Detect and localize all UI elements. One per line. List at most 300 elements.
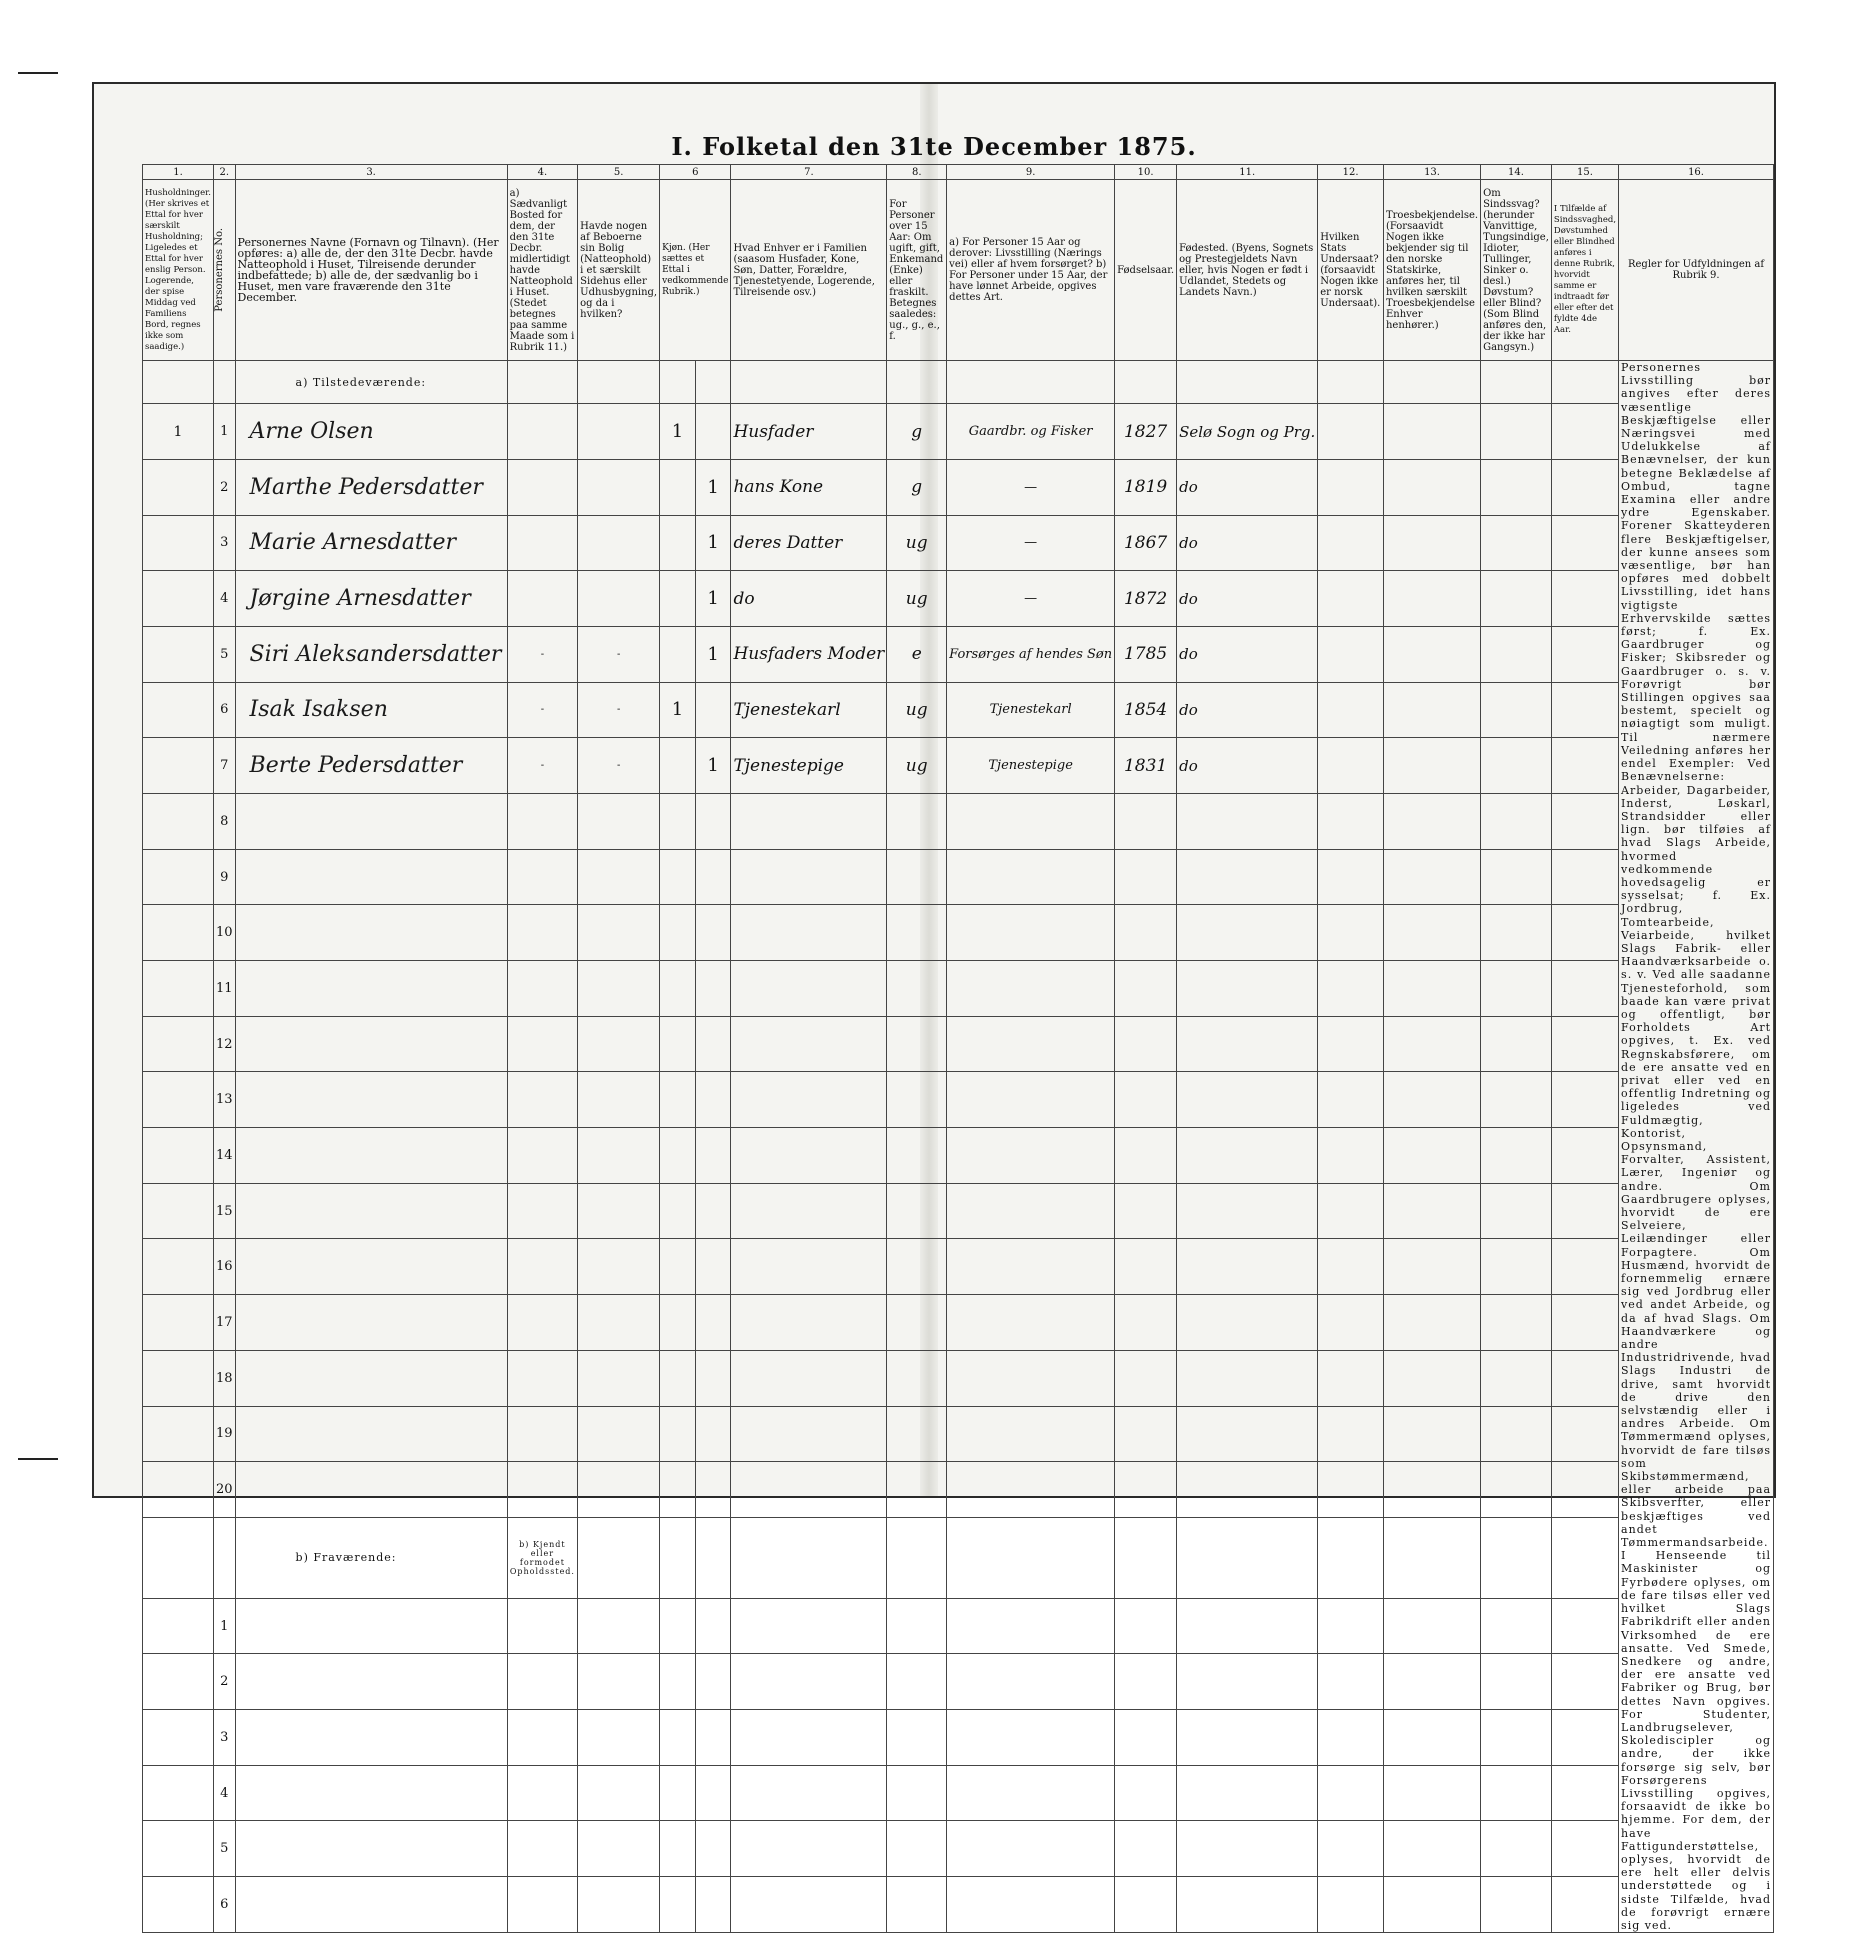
col-header-residence: a) Sædvanligt Bosted for dem, der den 31te Decbr. midlertidigt havde Natteophold i Huset. (Stedet betegnes paa samme Maade som i Rubrik 11.) (507, 180, 578, 361)
empty-cell (1551, 1183, 1618, 1239)
person-name (235, 1072, 507, 1128)
empty-cell (731, 1654, 887, 1710)
sex-male (660, 738, 696, 794)
table-row (143, 515, 1774, 571)
occupation (947, 793, 1115, 849)
empty-cell (947, 1654, 1115, 1710)
empty-cell (660, 1765, 696, 1821)
empty-cell (887, 1710, 947, 1766)
civil-status (887, 1350, 947, 1406)
empty-cell (1481, 1406, 1552, 1462)
birthplace (1177, 905, 1318, 961)
empty-cell (143, 1821, 214, 1877)
family-role (731, 1462, 887, 1518)
table-row (143, 1183, 1774, 1239)
empty-cell (1481, 1295, 1552, 1351)
empty-cell (887, 1598, 947, 1654)
empty-cell (1177, 1517, 1318, 1598)
outbuilding (578, 1072, 660, 1128)
col-num-2: 2. (213, 165, 235, 180)
household-mark (143, 849, 214, 905)
empty-cell (695, 1821, 731, 1877)
empty-cell (731, 1710, 887, 1766)
empty-cell (1383, 1183, 1480, 1239)
table-row-absent (143, 1710, 1774, 1766)
empty-cell (947, 1765, 1115, 1821)
empty-cell (1383, 404, 1480, 460)
col-header-birthplace: Fødested. (Byens, Sognets og Prestegjeldets Navn eller, hvis Nogen er født i Udlandet, Stedets og Landets Navn.) (1177, 180, 1318, 361)
empty-cell (578, 1877, 660, 1933)
empty-cell (1383, 1350, 1480, 1406)
household-mark (143, 1239, 214, 1295)
civil-status: ug (887, 682, 947, 738)
family-role (731, 793, 887, 849)
birthplace (1177, 1128, 1318, 1184)
absent-col4-label: b) Kjendt eller formodet Opholdssted. (507, 1517, 578, 1598)
empty-cell (1318, 1517, 1384, 1598)
usual-residence (507, 793, 578, 849)
empty-cell (143, 1517, 214, 1598)
empty-cell (1383, 626, 1480, 682)
sex-male (660, 1128, 696, 1184)
empty-cell (1318, 1072, 1384, 1128)
family-role (731, 1239, 887, 1295)
empty-cell (1481, 1128, 1552, 1184)
birth-year: 1854 (1115, 682, 1177, 738)
col-num-14: 14. (1481, 165, 1552, 180)
person-name (235, 905, 507, 961)
birth-year (1115, 1295, 1177, 1351)
empty-cell (1481, 1016, 1552, 1072)
empty-cell (887, 1821, 947, 1877)
person-number: 6 (213, 682, 235, 738)
person-number: 5 (213, 1821, 235, 1877)
household-mark (143, 1295, 214, 1351)
birthplace (1177, 1462, 1318, 1518)
usual-residence (507, 571, 578, 627)
usual-residence (507, 1072, 578, 1128)
empty-cell (1318, 1183, 1384, 1239)
empty-cell (1551, 571, 1618, 627)
person-name (235, 849, 507, 905)
sex-male (660, 1239, 696, 1295)
empty-cell (1318, 571, 1384, 627)
empty-cell (1551, 1016, 1618, 1072)
table-row (143, 1295, 1774, 1351)
household-mark (143, 1406, 214, 1462)
birth-year: 1819 (1115, 459, 1177, 515)
civil-status: ug (887, 738, 947, 794)
occupation: — (947, 515, 1115, 571)
person-name: Siri Aleksandersdatter (235, 626, 507, 682)
family-role: deres Datter (731, 515, 887, 571)
civil-status (887, 1406, 947, 1462)
sex-male (660, 1072, 696, 1128)
empty-cell (695, 1765, 731, 1821)
col-num-7: 7. (731, 165, 887, 180)
birth-year (1115, 1350, 1177, 1406)
birthplace (1177, 961, 1318, 1017)
empty-cell (578, 1598, 660, 1654)
table-row (143, 571, 1774, 627)
empty-cell (1318, 1295, 1384, 1351)
empty-cell (1383, 793, 1480, 849)
empty-cell (1551, 1406, 1618, 1462)
empty-cell (507, 1877, 578, 1933)
empty-cell (1383, 459, 1480, 515)
sex-male (660, 1295, 696, 1351)
empty-cell (1383, 1016, 1480, 1072)
empty-cell (1551, 849, 1618, 905)
person-name: Arne Olsen (235, 404, 507, 460)
empty-cell (1383, 1462, 1480, 1518)
civil-status (887, 1239, 947, 1295)
empty-cell (235, 1654, 507, 1710)
empty-cell (1177, 1654, 1318, 1710)
civil-status (887, 793, 947, 849)
empty-cell (1383, 1239, 1480, 1295)
occupation (947, 1295, 1115, 1351)
table-row-absent (143, 1765, 1774, 1821)
col-num-5: 5. (578, 165, 660, 180)
sex-male (660, 626, 696, 682)
empty-cell (1383, 571, 1480, 627)
birth-year (1115, 793, 1177, 849)
empty-cell (235, 1765, 507, 1821)
usual-residence (507, 1462, 578, 1518)
family-role: do (731, 571, 887, 627)
occupation (947, 1072, 1115, 1128)
sex-female (695, 1128, 731, 1184)
civil-status (887, 1462, 947, 1518)
civil-status (887, 1128, 947, 1184)
birth-year (1115, 1239, 1177, 1295)
occupation: Tjenestepige (947, 738, 1115, 794)
column-header-row (143, 180, 1774, 361)
sex-female (695, 1239, 731, 1295)
sex-female (695, 1016, 731, 1072)
person-name (235, 1183, 507, 1239)
usual-residence (507, 1239, 578, 1295)
person-number: 17 (213, 1295, 235, 1351)
sex-male (660, 459, 696, 515)
person-number: 11 (213, 961, 235, 1017)
column-number-row (143, 165, 1774, 180)
family-role (731, 905, 887, 961)
birthplace (1177, 1016, 1318, 1072)
civil-status: ug (887, 571, 947, 627)
col-num-3: 3. (235, 165, 507, 180)
empty-cell (578, 1821, 660, 1877)
civil-status: e (887, 626, 947, 682)
sex-male (660, 1462, 696, 1518)
household-mark (143, 1183, 214, 1239)
col-header-names: Personernes Navne (Fornavn og Tilnavn). (Her opføres: a) alle de, der den 31te Decbr. havde Natteophold i Huset, Tilreisende derunder indbefattede; b) alle de, der sædvanlig bo i Huset, men vare fraværende den 31te December. (235, 180, 507, 361)
usual-residence: - (507, 738, 578, 794)
empty-cell (143, 1598, 214, 1654)
empty-cell (1551, 404, 1618, 460)
person-name (235, 1016, 507, 1072)
family-role (731, 1406, 887, 1462)
household-mark (143, 515, 214, 571)
family-role: Husfader (731, 404, 887, 460)
person-number: 8 (213, 793, 235, 849)
outbuilding (578, 1350, 660, 1406)
civil-status (887, 849, 947, 905)
col-header-households: Husholdninger. (Her skrives et Ettal for hver særskilt Husholdning; Ligeledes et Ettal for hver enslig Person. Logerende, der spise Middag ved Familiens Bord, regnes ikke som saadige.) (143, 180, 214, 361)
col-num-8: 8. (887, 165, 947, 180)
col-num-16: 16. (1619, 165, 1774, 180)
sex-female (695, 1183, 731, 1239)
empty-cell (1115, 1710, 1177, 1766)
birthplace (1177, 849, 1318, 905)
table-row-absent (143, 1598, 1774, 1654)
usual-residence (507, 905, 578, 961)
empty-cell (1318, 626, 1384, 682)
household-mark (143, 1072, 214, 1128)
outbuilding (578, 459, 660, 515)
col-header-rules: Regler for Udfyldningen af Rubrik 9. (1619, 180, 1774, 361)
sex-female (695, 1406, 731, 1462)
person-name (235, 1462, 507, 1518)
family-role: Husfaders Moder (731, 626, 887, 682)
outbuilding (578, 961, 660, 1017)
margin-mark-bottom (18, 1458, 58, 1460)
family-role (731, 961, 887, 1017)
empty-cell (1318, 1877, 1384, 1933)
outbuilding (578, 404, 660, 460)
occupation (947, 961, 1115, 1017)
empty-cell (1481, 459, 1552, 515)
col-header-person-no: Personernes No. (213, 228, 225, 312)
empty-cell (1383, 961, 1480, 1017)
usual-residence (507, 961, 578, 1017)
sex-female (695, 1350, 731, 1406)
family-role (731, 1128, 887, 1184)
empty-cell (1481, 1183, 1552, 1239)
empty-cell (1481, 682, 1552, 738)
sex-male: 1 (660, 682, 696, 738)
table-row (143, 404, 1774, 460)
household-mark (143, 1462, 214, 1518)
person-number: 9 (213, 849, 235, 905)
occupation (947, 1016, 1115, 1072)
empty-cell (1551, 1654, 1618, 1710)
civil-status: ug (887, 515, 947, 571)
empty-cell (507, 1821, 578, 1877)
person-name (235, 1406, 507, 1462)
birthplace (1177, 1072, 1318, 1128)
empty-cell (947, 1710, 1115, 1766)
empty-cell (1481, 1072, 1552, 1128)
civil-status (887, 905, 947, 961)
empty-cell (1383, 515, 1480, 571)
sex-male (660, 1016, 696, 1072)
occupation: Forsørges af hendes Søn (947, 626, 1115, 682)
empty-cell (1551, 1598, 1618, 1654)
empty-cell (1551, 1239, 1618, 1295)
birth-year (1115, 1072, 1177, 1128)
empty-cell (1481, 849, 1552, 905)
section-label-absent: b) Fraværende: (235, 1517, 507, 1598)
table-row (143, 793, 1774, 849)
empty-cell (1481, 1710, 1552, 1766)
birth-year (1115, 961, 1177, 1017)
empty-cell (507, 1765, 578, 1821)
birth-year (1115, 905, 1177, 961)
empty-cell (887, 1765, 947, 1821)
col-header-sex-text: Kjøn. (Her sættes et Ettal i vedkommende Rubrik.) (662, 242, 729, 297)
empty-cell (1481, 793, 1552, 849)
empty-cell (1318, 905, 1384, 961)
usual-residence (507, 1406, 578, 1462)
birthplace: Selø Sogn og Prg. (1177, 404, 1318, 460)
col-num-9: 9. (947, 165, 1115, 180)
col-header-birth-year: Fødselsaar. (1115, 180, 1177, 361)
birthplace (1177, 1183, 1318, 1239)
empty-cell (1177, 1765, 1318, 1821)
empty-cell (1551, 1517, 1618, 1598)
empty-cell (695, 1598, 731, 1654)
person-number: 15 (213, 1183, 235, 1239)
census-table (142, 164, 1774, 1933)
person-number: 7 (213, 738, 235, 794)
col-header-sex (660, 180, 731, 361)
occupation (947, 905, 1115, 961)
civil-status: g (887, 459, 947, 515)
outbuilding (578, 515, 660, 571)
birthplace: do (1177, 738, 1318, 794)
empty-cell (1177, 1821, 1318, 1877)
person-name: Isak Isaksen (235, 682, 507, 738)
sex-male (660, 1350, 696, 1406)
person-name (235, 961, 507, 1017)
birth-year: 1785 (1115, 626, 1177, 682)
outbuilding (578, 905, 660, 961)
empty-cell (1481, 1765, 1552, 1821)
occupation (947, 1128, 1115, 1184)
outbuilding: - (578, 626, 660, 682)
household-mark (143, 626, 214, 682)
empty-cell (947, 1517, 1115, 1598)
sex-female (695, 905, 731, 961)
empty-cell (947, 1821, 1115, 1877)
empty-cell (1551, 459, 1618, 515)
usual-residence (507, 459, 578, 515)
empty-cell (1383, 1765, 1480, 1821)
empty-cell (887, 1517, 947, 1598)
empty-cell (1481, 404, 1552, 460)
birthplace (1177, 793, 1318, 849)
empty-cell (235, 1710, 507, 1766)
person-number: 10 (213, 905, 235, 961)
sex-female: 1 (695, 459, 731, 515)
col-num-1: 1. (143, 165, 214, 180)
empty-cell (1318, 849, 1384, 905)
sex-male (660, 961, 696, 1017)
empty-cell (1481, 905, 1552, 961)
empty-cell (1318, 1654, 1384, 1710)
outbuilding (578, 1406, 660, 1462)
empty-cell (1318, 1406, 1384, 1462)
empty-cell (578, 1765, 660, 1821)
empty-cell (1318, 1765, 1384, 1821)
empty-cell (1481, 1517, 1552, 1598)
empty-cell (1383, 1654, 1480, 1710)
empty-cell (1481, 961, 1552, 1017)
civil-status (887, 1016, 947, 1072)
empty-cell (235, 1877, 507, 1933)
birthplace (1177, 1350, 1318, 1406)
household-mark (143, 738, 214, 794)
table-row-absent (143, 1877, 1774, 1933)
filling-rules-text: Personernes Livsstilling bør angives efter deres væsentlige Beskjæftigelse eller Næringsvei med Udelukkelse af Benævnelser, der kun betegne Beklædelse af Ombud, tagne Examina eller andre ydre Egenskaber. Forener Skatteyderen flere Beskjæftigelser, der kunne ansees som væsentlige, bør han opføres med dobbelt Livsstilling, idet hans vigtigste Erhvervskilde sættes først; f. Ex. Gaardbruger og Fisker; Skibsreder og Gaardbruger o. s. v. Forøvrigt bør Stillingen opgives saa bestemt, specielt og nøiagtigt som muligt. Til nærmere Veiledning anføres her endel Exempler: Ved Benævnelserne: Arbeider, Dagarbeider, Inderst, Løskarl, Strandsidder eller lign. bør tilføies af hvad Slags Arbeide, hvormed vedkommende hovedsagelig er sysselsat; f. Ex. Jordbrug, Tomtearbeide, Veiarbeide, hvilket Slags Fabrik- eller Haandværksarbeide o. s. v. Ved alle saadanne Tjenesteforhold, som baade kan være privat og offentligt, bør Forholdets Art opgives, t. Ex. ved Regnskabsførere, om de ere ansatte ved en privat eller ved en offentlig Indretning og ligeledes ved Fuldmægtig, Kontorist, Opsynsmand, Forvalter, Assistent, Lærer, Ingeniør og andre. Om Gaardbrugere oplyses, hvorvidt de ere Selveiere, Leilændinger eller Forpagtere. Om Husmænd, hvorvidt de fornemmelig ernære sig ved Jordbrug eller ved andet Arbeide, og da af hvad Slags. Om Haandværkere og andre Industridrivende, hvad Slags Industri de drive, samt hvorvidt de drive den selvstændig eller i andres Arbeide. Om Tømmermænd oplyses, hvorvidt de fare tilsøs som Skibstømmermænd, eller arbeide paa Skibsverfter, eller beskjæftiges ved andet Tømmermandsarbeide. I Henseende til Maskinister og Fyrbødere oplyses, om de fare tilsøs eller ved hvilket Slags Fabrikdrift eller anden Virksomhed de ere ansatte. Ved Smede, Snedkere og andre, der ere ansatte ved Fabriker og Brug, bør dettes Navn opgives. For Studenter, Landbrugselever, Skolediscipler og andre, der ikke forsørge sig selv, bør Forsørgerens Livsstilling opgives, forsaavidt de ikke bo hjemme. For dem, der have Fattigunderstøttelse, oplyses, hvorvidt de ere helt eller delvis understøttede og i sidste Tilfælde, hvad de forøvrigt ernære sig ved. (1619, 361, 1774, 1933)
occupation (947, 1350, 1115, 1406)
occupation (947, 1406, 1115, 1462)
family-role (731, 1072, 887, 1128)
empty-cell (507, 1598, 578, 1654)
person-name: Marthe Pedersdatter (235, 459, 507, 515)
col-num-10: 10. (1115, 165, 1177, 180)
person-name (235, 1239, 507, 1295)
empty-cell (1383, 1406, 1480, 1462)
person-number: 20 (213, 1462, 235, 1518)
table-row (143, 1239, 1774, 1295)
person-number: 6 (213, 1877, 235, 1933)
person-number: 14 (213, 1128, 235, 1184)
birth-year (1115, 1016, 1177, 1072)
person-name (235, 1350, 507, 1406)
empty-cell (1115, 1877, 1177, 1933)
empty-cell (143, 1765, 214, 1821)
empty-cell (1551, 682, 1618, 738)
empty-cell (1551, 793, 1618, 849)
usual-residence (507, 1350, 578, 1406)
empty-cell (1318, 1821, 1384, 1877)
birth-year: 1872 (1115, 571, 1177, 627)
empty-cell (695, 1877, 731, 1933)
birthplace: do (1177, 626, 1318, 682)
empty-cell (1551, 1821, 1618, 1877)
outbuilding: - (578, 682, 660, 738)
empty-cell (235, 1598, 507, 1654)
empty-cell (1115, 1821, 1177, 1877)
table-row (143, 1406, 1774, 1462)
family-role (731, 1295, 887, 1351)
person-number: 1 (213, 1598, 235, 1654)
outbuilding (578, 1295, 660, 1351)
household-mark (143, 571, 214, 627)
census-sheet (92, 82, 1776, 1932)
person-number: 3 (213, 1710, 235, 1766)
empty-cell (1383, 1710, 1480, 1766)
household-mark (143, 1128, 214, 1184)
empty-cell (235, 1821, 507, 1877)
empty-cell (1383, 905, 1480, 961)
birthplace (1177, 1239, 1318, 1295)
empty-cell (1318, 515, 1384, 571)
person-number: 4 (213, 1765, 235, 1821)
outbuilding (578, 571, 660, 627)
empty-cell (887, 1654, 947, 1710)
family-role (731, 1183, 887, 1239)
birth-year (1115, 849, 1177, 905)
sex-female: 1 (695, 571, 731, 627)
empty-cell (1481, 1462, 1552, 1518)
usual-residence (507, 1128, 578, 1184)
person-number: 1 (213, 404, 235, 460)
table-row (143, 1128, 1774, 1184)
